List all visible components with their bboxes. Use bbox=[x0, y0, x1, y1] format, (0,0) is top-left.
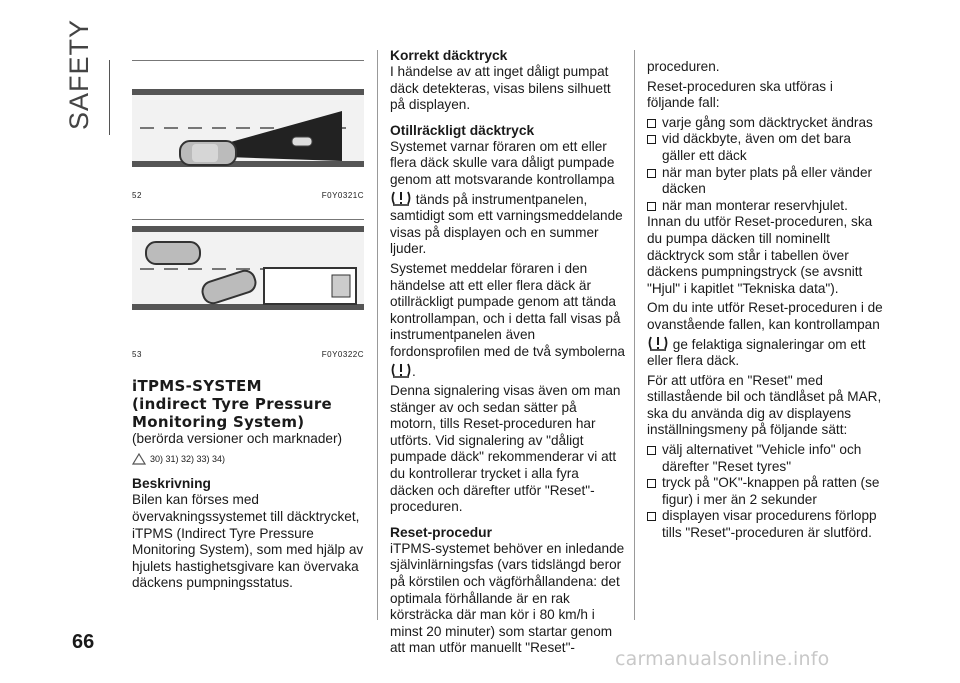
list-item: tryck på "OK"-knappen på ratten (se figur) i mer än 2 sekunder bbox=[647, 475, 884, 508]
korrekt-heading: Korrekt däcktryck bbox=[390, 48, 508, 63]
section-divider bbox=[109, 60, 110, 135]
column-3 bbox=[647, 59, 884, 542]
column-2 bbox=[390, 47, 626, 660]
figure-52-caption: 52 F0Y0321C bbox=[132, 191, 364, 200]
column-divider bbox=[377, 50, 378, 620]
beskrivning-text: Bilen kan förses med övervakningssystemet till däcktrycket, iTPMS (Indirect Tyre Pressure Monitoring System), som med hjälp av hjulets hastighetsgivare kan övervaka däckens pumpningsstatus. bbox=[132, 492, 364, 591]
otill-paragraph-3: Denna signalering visas även om man stänger av och sedan sätter på motorn, tills Reset-proceduren har utförts. Vid signalering av "dåligt pumpade däck" rekommenderar vi att du kontrollerar trycket i alla fyra däcken och därefter utför "Reset"-proceduren. bbox=[390, 383, 621, 515]
list-item: välj alternativet "Vehicle info" och därefter "Reset tyres" bbox=[647, 442, 884, 475]
column-1 bbox=[132, 60, 364, 595]
col3-p4: För att utföra en "Reset" med stillastående bil och tändlåset på MAR, ska du använda dig av displayens inställningsmeny på följande sätt: bbox=[647, 372, 882, 438]
figure-52-illustration bbox=[132, 61, 364, 186]
checkbox-bullet-icon bbox=[647, 479, 656, 488]
otill-paragraph-2: Systemet meddelar föraren i den händelse att ett eller flera däck är otillräckligt pumpade genom att tända kontrollampan, och i detta fall visas på instrumentpanelen även fordonsprofilen med de två symbolerna . bbox=[390, 260, 625, 379]
list-item: vid däckbyte, även om det bara gäller ett däck bbox=[647, 131, 884, 164]
col3-p2: Innan du utför Reset-proceduren, ska du pumpa däcken till nominellt däcktryck som står i tabellen över däckens pumpningstryck (se avsnitt "Hjul" i kapitlet "Tekniska data"). bbox=[647, 214, 873, 296]
tyre-pressure-warning-icon bbox=[647, 334, 669, 352]
tyre-pressure-warning-icon bbox=[390, 361, 412, 379]
page-number: 66 bbox=[72, 631, 95, 653]
reset-cases-list bbox=[647, 115, 884, 215]
otill-heading: Otillräckligt däcktryck bbox=[390, 122, 535, 138]
warning-triangle-icon bbox=[132, 453, 146, 465]
list-item: varje gång som däcktrycket ändras bbox=[647, 115, 884, 132]
checkbox-bullet-icon bbox=[647, 446, 656, 455]
itpms-subtitle: (berörda versioner och marknader) bbox=[132, 431, 343, 447]
warning-refs: 30) 31) 32) 33) 34) bbox=[132, 451, 364, 468]
otill-text: Systemet varnar föraren om ett eller flera däck skulle vara dåligt pumpade genom att motsvarande kontrollampa tänds på instrumentpanelen, samtidigt som ett varningsmeddelande visas på displayen och en summer ljuder. bbox=[390, 138, 623, 257]
korrekt-text: I händelse av att inget dåligt pumpat däck detekteras, visas bilens silhuett på displayen. bbox=[390, 64, 611, 113]
reset-text: iTPMS-systemet behöver en inledande självinlärningsfas (vars tidslängd beror på körstilen och vägförhållandena: det optimala förhållande är en rak körsträcka där man kör i 80 km/h i minst 20 minuter) som startar genom att man utför manuellt "Reset"- bbox=[390, 540, 625, 656]
reset-heading: Reset-procedur bbox=[390, 524, 492, 540]
checkbox-bullet-icon bbox=[647, 169, 656, 178]
itpms-title: iTPMS-SYSTEM (indirect Tyre Pressure Monitoring System) bbox=[132, 377, 333, 432]
figure-53-caption: 53 F0Y0322C bbox=[132, 349, 364, 359]
col3-p0: proceduren. bbox=[647, 59, 720, 74]
checkbox-bullet-icon bbox=[647, 119, 656, 128]
reset-steps-list bbox=[647, 442, 884, 542]
tyre-pressure-warning-icon bbox=[390, 189, 412, 207]
footer-watermark: carmanualsonline.info bbox=[615, 648, 830, 670]
col3-p1: Reset-proceduren ska utföras i följande fall: bbox=[647, 78, 833, 111]
col3-p3: Om du inte utför Reset-proceduren i de ovanstående fallen, kan kontrollampan ge felaktiga signaleringar om ett eller flera däck. bbox=[647, 300, 883, 369]
section-label: SAFETY bbox=[64, 18, 94, 130]
checkbox-bullet-icon bbox=[647, 512, 656, 521]
list-item: när man monterar reservhjulet. bbox=[647, 198, 884, 215]
checkbox-bullet-icon bbox=[647, 202, 656, 211]
beskrivning-heading: Beskrivning bbox=[132, 476, 211, 492]
list-item: displayen visar procedurens förlopp tills "Reset"-proceduren är slutförd. bbox=[647, 508, 884, 541]
column-divider bbox=[634, 50, 635, 620]
list-item: när man byter plats på eller vänder däcken bbox=[647, 165, 884, 198]
checkbox-bullet-icon bbox=[647, 135, 656, 144]
figure-53-illustration bbox=[132, 220, 364, 345]
